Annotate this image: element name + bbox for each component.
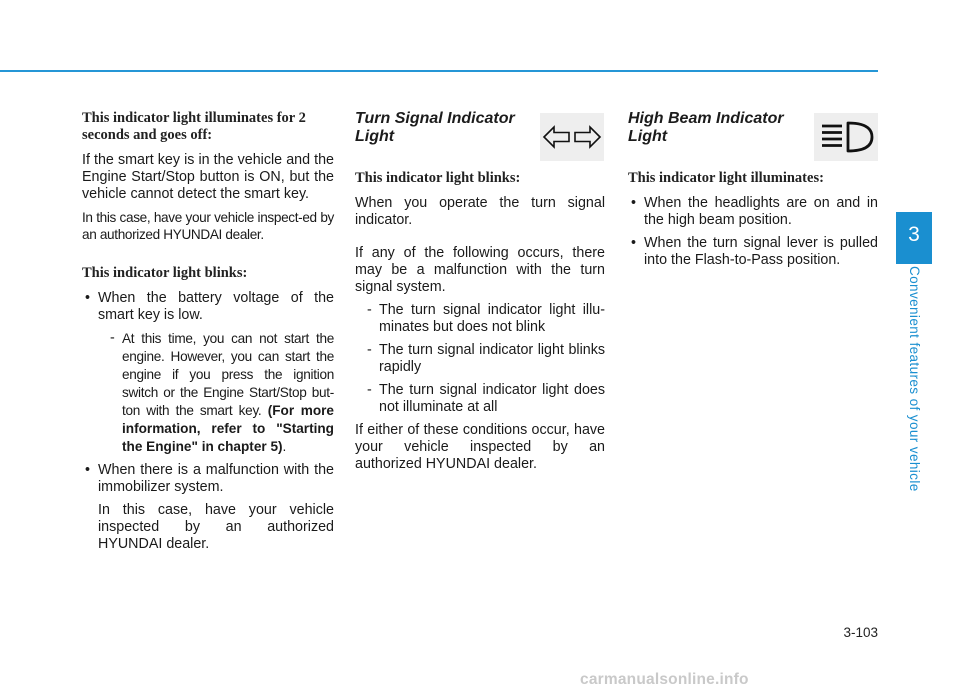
dash-end: . (282, 439, 287, 454)
paragraph-inspect: In this case, have your vehicle inspect-ed by an authorized HYUNDAI dealer. (82, 210, 334, 242)
bullet-item-battery (82, 290, 334, 456)
bullet-item: • When the headlights are on and in the high beam position. (628, 195, 878, 229)
bullet-continuation: In this case, have your vehicle inspected by an authorized HYUNDAI dealer. (98, 502, 334, 552)
subheading-illuminates: This indicator light illuminates: (628, 170, 824, 186)
dash-marker: - (110, 330, 115, 346)
paragraph-inspect: If either of these conditions occur, have your vehicle inspected by an authorized HYUNDAI dealer. (355, 422, 605, 472)
dash-item (355, 302, 605, 336)
dash-text: The turn signal indicator light blinks rapidly (379, 342, 605, 375)
paragraph-smart-key: If the smart key is in the vehicle and the Engine Start/Stop button is ON, but the vehicle cannot detect the smart key. (82, 152, 334, 202)
chapter-number: 3 (908, 223, 920, 246)
section-title: High Beam Indicator Light (628, 110, 784, 145)
dash-marker: - (367, 342, 372, 358)
bullet-item-immobilizer (82, 462, 334, 553)
chapter-title: Convenient features of your vehicle (907, 266, 922, 492)
bullet-list (82, 290, 334, 553)
dash-text: At this time, you can not start the engine. However, you can start the engine if you press the ignition switch or the Engine Start/Stop but-ton with the smart key. (122, 331, 334, 418)
dash-marker: - (367, 302, 372, 318)
bullet-item: • When the turn signal lever is pulled into the Flash-to-Pass position. (628, 235, 878, 269)
subheading-blinks: This indicator light blinks: (82, 265, 248, 281)
dash-text: The turn signal indicator light illu-minates but does not blink (379, 302, 605, 335)
watermark: carmanualsonline.info (580, 671, 749, 688)
column-high-beam (628, 110, 878, 275)
paragraph-malfunction: If any of the following occurs, there may be a malfunction with the turn signal system. (355, 245, 605, 295)
paragraph-operate: When you operate the turn signal indicator. (355, 195, 605, 228)
dash-item (355, 342, 605, 376)
bullet-text: When the battery voltage of the smart key is low. (98, 290, 334, 323)
high-beam-icon-box (814, 113, 878, 161)
page-number: 3-103 (843, 625, 878, 640)
dash-list (355, 302, 605, 416)
top-rule (0, 70, 878, 72)
section-header (355, 110, 605, 162)
section-title: Turn Signal Indicator Light (355, 110, 515, 145)
turn-signal-arrows-icon (540, 113, 604, 161)
dash-text: The turn signal indicator light does not illuminate at all (379, 382, 605, 415)
subheading-illuminates: This indicator light illuminates for 2 seconds and goes off: (82, 110, 306, 143)
column-turn-signal (355, 110, 605, 479)
turn-signal-icon-box (540, 113, 604, 161)
bullet-text: When there is a malfunction with the immobilizer system. (98, 462, 334, 495)
subheading-blinks: This indicator light blinks: (355, 170, 521, 186)
reference-note: (For more information, refer to "Starting the Engine" in chapter 5) (122, 403, 334, 454)
column-immobilizer (82, 110, 334, 559)
bullet-list (628, 195, 878, 269)
dash-item (98, 330, 334, 456)
section-header (628, 110, 878, 162)
high-beam-headlight-icon (814, 113, 878, 161)
dash-marker: - (367, 382, 372, 398)
dash-item (355, 382, 605, 416)
dash-list (98, 330, 334, 456)
